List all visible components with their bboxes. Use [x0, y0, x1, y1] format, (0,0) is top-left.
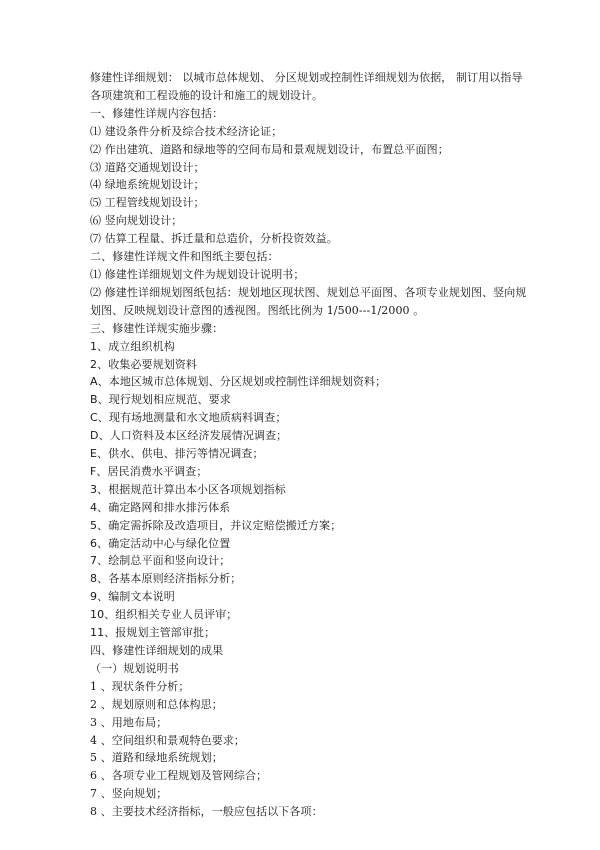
list-item: 2 、规划原则和总体构思；: [90, 697, 223, 711]
list-item: 3 、用地布局；: [90, 715, 168, 729]
list-item: ⑹ 竖向规划设计；: [90, 214, 183, 228]
list-item: 3、根据规范计算出本小区各项规划指标: [90, 482, 286, 496]
list-item: E、供水、供电、排污等情况调查；: [90, 447, 264, 461]
list-item: 7、绘制总平面和竖向设计；: [90, 554, 231, 568]
subsection-heading: （一）规划说明书: [90, 661, 179, 675]
list-item: 7 、竖向规划；: [90, 787, 168, 801]
list-item: 6、确定活动中心与绿化位置: [90, 536, 231, 550]
section-heading-1: 一、修建性详规内容包括：: [90, 106, 224, 120]
list-item: 4、确定路网和排水排污体系: [90, 500, 231, 514]
list-item: ⑶ 道路交通规划设计；: [90, 160, 205, 174]
list-item: 8、各基本原则经济指标分析；: [90, 572, 242, 586]
list-item: 1、成立组织机构: [90, 339, 175, 353]
list-item: 11、报规划主管部审批；: [90, 626, 216, 640]
list-item: 2、收集必要规划资料: [90, 357, 197, 371]
document-body: [90, 69, 530, 821]
list-item: 9、编制文本说明: [90, 590, 175, 604]
list-item: ⑴ 修建性详细规划文件为规划设计说明书；: [90, 267, 305, 281]
list-item: 4 、空间组织和景观特色要求；: [90, 733, 245, 747]
list-item: D、人口资料及本区经济发展情况调查；: [90, 429, 288, 443]
list-item: 6 、各项专业工程规划及管网综合；: [90, 769, 268, 783]
list-item: F、居民消费水平调查；: [90, 464, 208, 478]
list-item: 1 、现状条件分析；: [90, 679, 190, 693]
list-item: A、本地区城市总体规划、分区规划或控制性详细规划资料；: [90, 375, 387, 389]
list-item: ⑵ 修建性详细规划图纸包括：规划地区现状图、规划总平面图、各项专业规划图、竖向规划图、反映规划设计意图的透视图。图纸比例为 1/500---1/2000 。: [90, 285, 527, 317]
list-item: C、现有场地测量和水文地质病料调查；: [90, 411, 287, 425]
list-item: ⑷ 绿地系统规划设计；: [90, 178, 205, 192]
list-item: 8 、主要技术经济指标，一般应包括以下各项：: [90, 805, 323, 819]
list-item: ⑸ 工程管线规划设计；: [90, 196, 205, 210]
list-item: 10、组织相关专业人员评审；: [90, 608, 238, 622]
intro-paragraph: 修建性详细规划： 以城市总体规划、 分区规划或控制性详细规划为依据， 制订用以指导各项建筑和工程设施的设计和施工的规划设计。: [90, 71, 523, 102]
section-heading-2: 二、修建性详规文件和图纸主要包括：: [90, 250, 279, 264]
list-item: B、现行规划相应规范、要求: [90, 393, 231, 407]
list-item: ⑺ 估算工程量、拆迁量和总造价，分析投资效益。: [90, 232, 338, 246]
list-item: ⑴ 建设条件分析及综合技术经济论证；: [90, 124, 283, 138]
section-heading-4: 四、修建性详细规划的成果: [90, 644, 224, 657]
list-item: ⑵ 作出建筑、道路和绿地等的空间布局和景观规划设计，布置总平面图；: [90, 142, 449, 156]
list-item: 5 、道路和绿地系统规划；: [90, 751, 223, 765]
section-heading-3: 三、修建性详规实施步骤：: [90, 321, 224, 335]
list-item: 5、确定需拆除及改造项目，并议定赔偿搬迁方案；: [90, 518, 342, 532]
